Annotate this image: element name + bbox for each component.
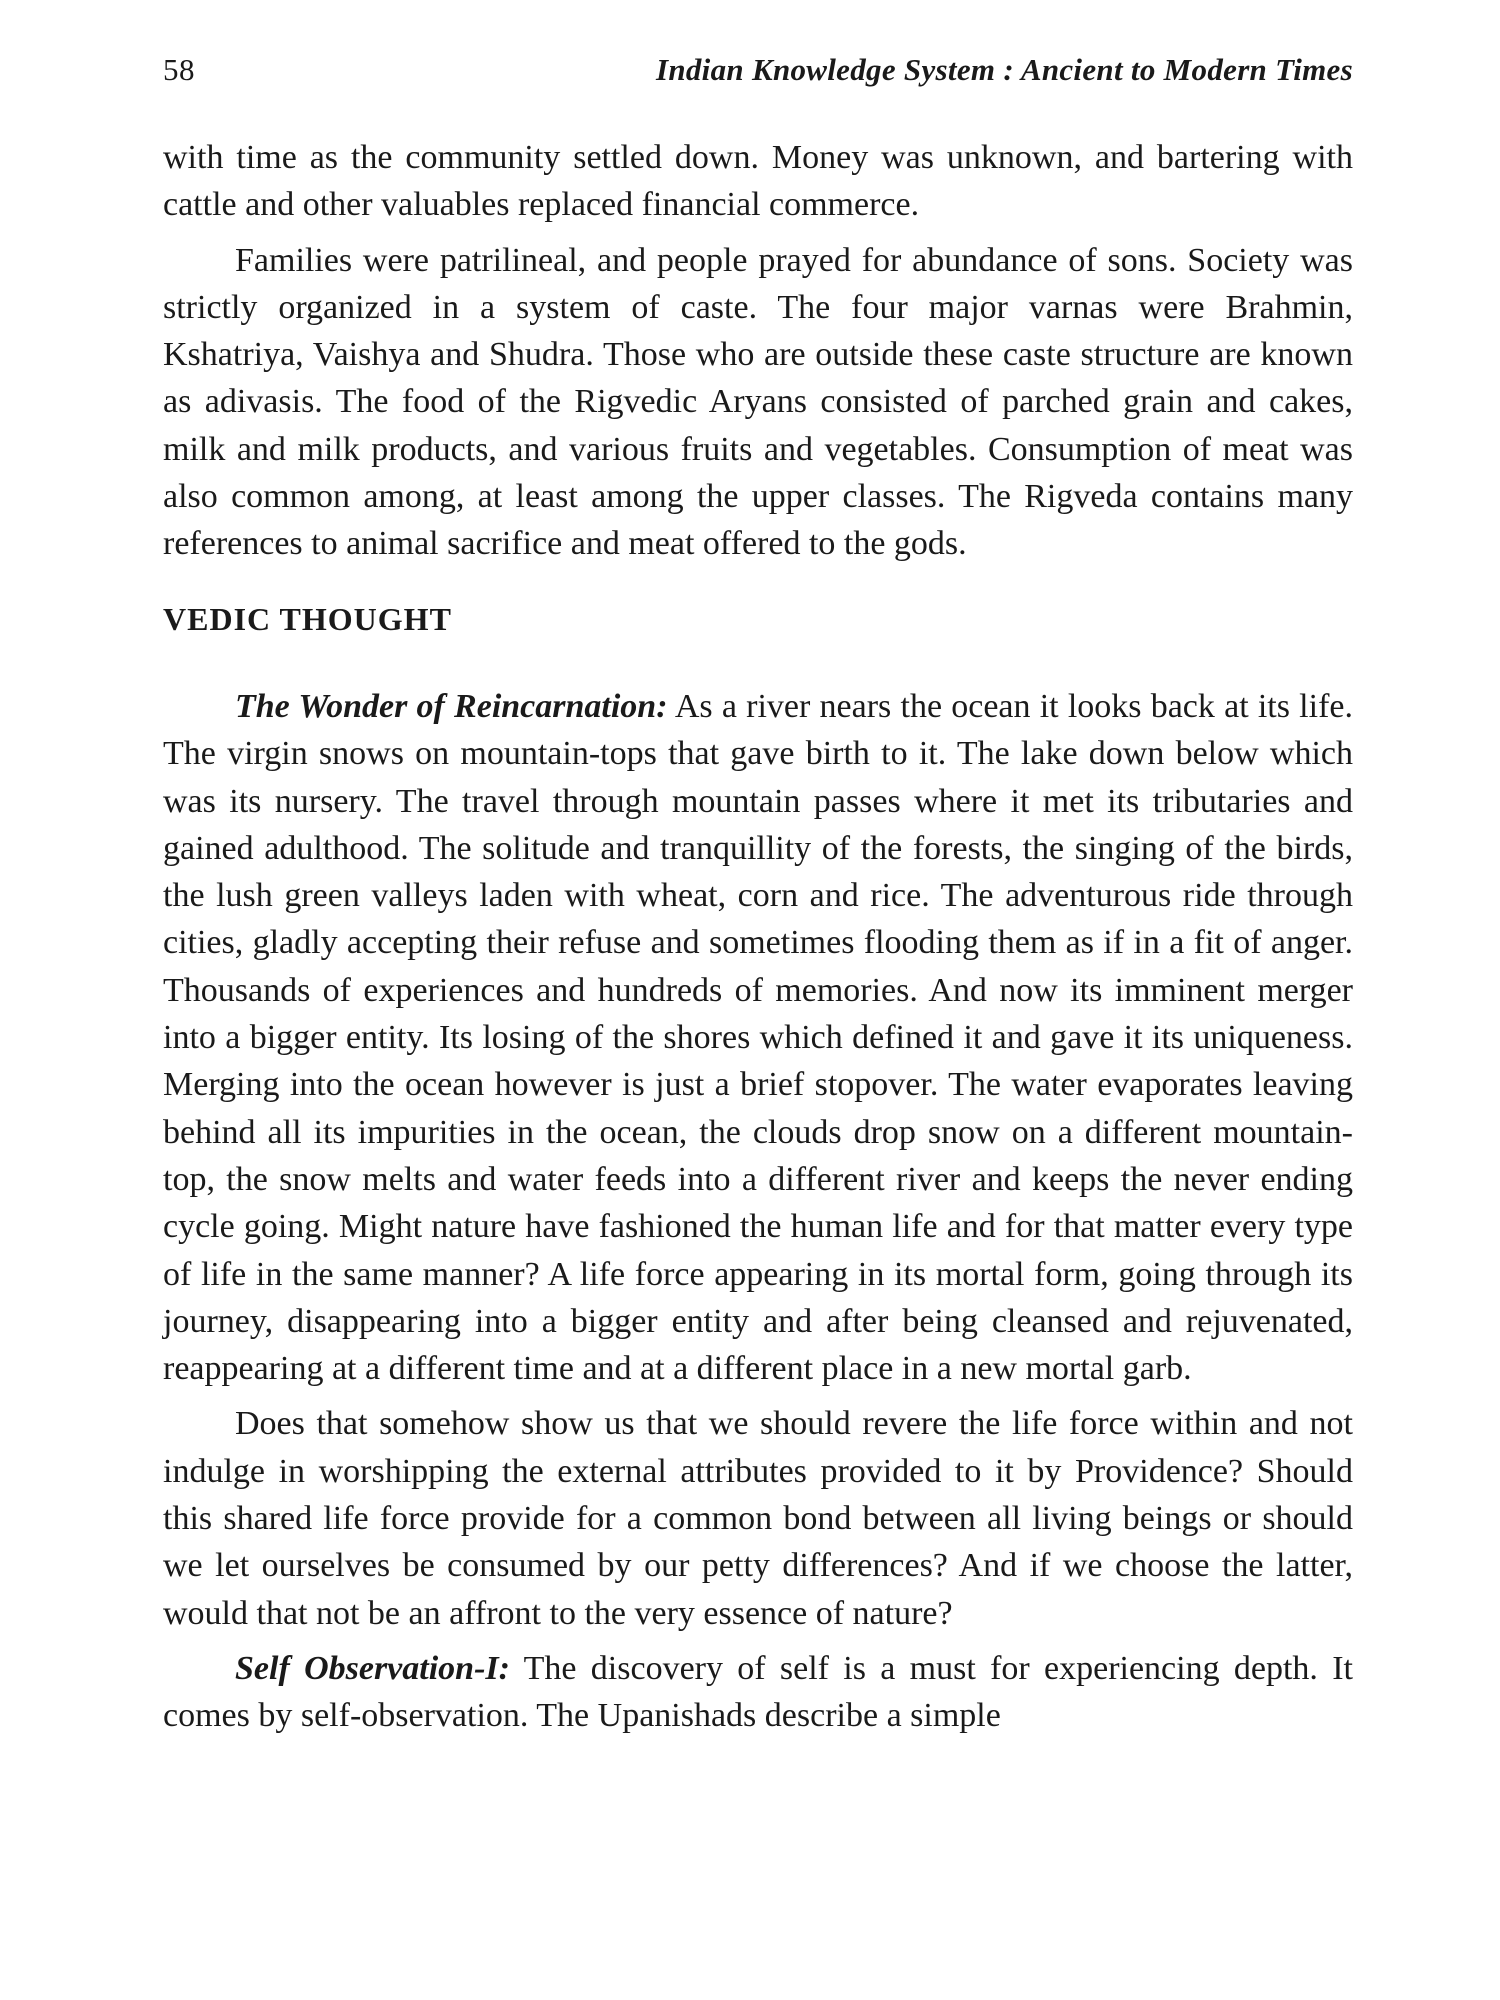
- paragraph-society: Families were patrilineal, and people prayed for abundance of sons. Society was strictly organized in a system of caste. The four major varnas were Brahmin, Kshatriya, Vaishya and Shudra. Those who are outside these caste structure are known as adivasis. The food of the Rigvedic Aryans consisted of parched grain and cakes, milk and milk products, and various fruits and vegetables. Consumption of meat was also common among, at least among the upper classes. The Rigveda contains many references to animal sacrifice and meat offered to the gods.: [163, 241, 1353, 563]
- running-head: [163, 52, 1353, 112]
- body-text: [163, 134, 1353, 1740]
- paragraph-reincarnation: [163, 683, 1353, 1392]
- run-in-heading: Self Observation-I:: [235, 1649, 510, 1687]
- page-number: 58: [163, 52, 195, 87]
- paragraph-self-observation: [163, 1645, 1353, 1740]
- paragraph-text: As a river nears the ocean it looks back at its life. The virgin snows on mountain-tops that gave birth to it. The lake down below which was its nursery. The travel through mountain passes where it met its tributaries and gained adulthood. The solitude and tranquillity of the forests, the singing of the birds, the lush green valleys laden with wheat, corn and rice. The adventurous ride through cities, gladly accepting their refuse and sometimes flooding them as if in a fit of anger. Thousands of experiences and hundreds of memories. And now its imminent merger into a bigger entity. Its losing of the shores which defined it and gave it its uniqueness. Merging into the ocean however is just a brief stopover. The water evaporates leaving behind all its impurities in the ocean, the clouds drop snow on a different mountain-top, the snow melts and water feeds into a different river and keeps the never ending cycle going. Might nature have fashioned the human life and for that matter every type of life in the same manner? A life force appearing in its mortal form, going through its journey, disappearing into a bigger entity and after being cleansed and rejuvenated, reappearing at a different time and at a different place in a new mortal garb.: [163, 687, 1353, 1388]
- running-title: Indian Knowledge System : Ancient to Modern Times: [655, 52, 1353, 87]
- paragraph-text: The discovery of self is a must for experiencing depth. It comes by self-observation. The Upanishads describe a simple: [163, 1649, 1353, 1735]
- paragraph-life-force: Does that somehow show us that we should revere the life force within and not indulge in worshipping the external attributes provided to it by Providence? Should this shared life force provide for a common bond between all living beings or should we let ourselves be consumed by our petty differences? And if we choose the latter, would that not be an affront to the very essence of nature?: [163, 1405, 1353, 1632]
- paragraph-continuation: with time as the community settled down. Money was unknown, and bartering with cattle and other valuables replaced financial commerce.: [163, 139, 1353, 224]
- book-page: [163, 52, 1353, 1740]
- section-heading: VEDIC THOUGHT: [163, 600, 452, 637]
- run-in-heading: The Wonder of Reincarnation:: [235, 687, 668, 725]
